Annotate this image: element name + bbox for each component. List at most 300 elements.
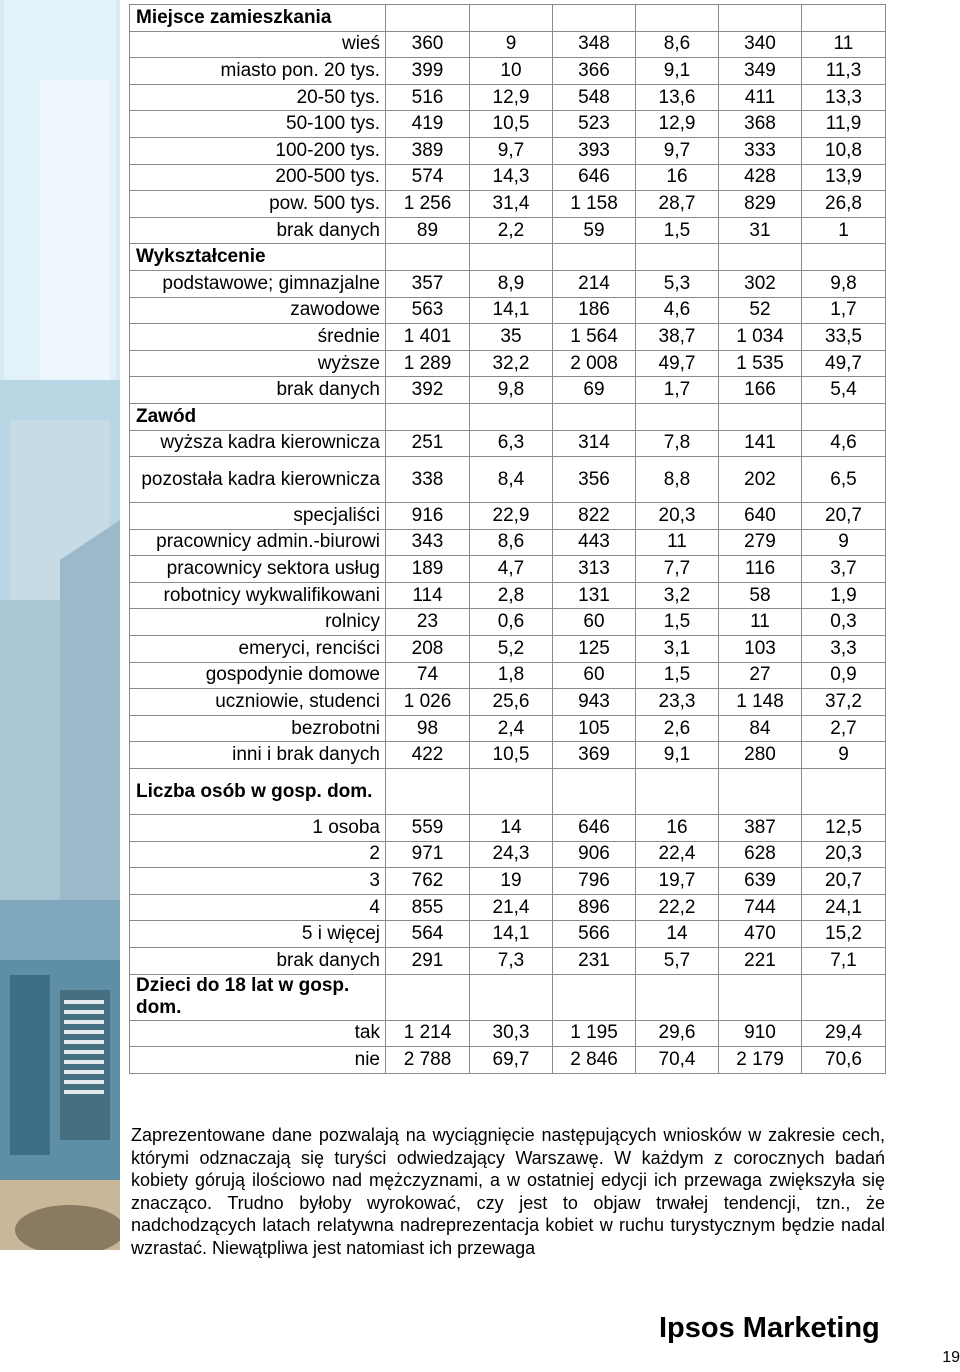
value-cell: 9,7 <box>636 137 719 164</box>
value-cell: 1,5 <box>636 662 719 689</box>
value-cell: 3,1 <box>636 636 719 663</box>
value-cell: 360 <box>386 31 470 58</box>
value-cell: 9 <box>470 31 553 58</box>
value-cell: 24,1 <box>802 894 886 921</box>
table-row <box>130 742 886 769</box>
value-cell: 141 <box>719 430 802 457</box>
row-label: średnie <box>130 324 386 351</box>
value-cell: 10 <box>470 58 553 85</box>
value-cell: 70,6 <box>802 1047 886 1074</box>
table-row <box>130 297 886 324</box>
empty-cell <box>553 5 636 32</box>
value-cell: 11,9 <box>802 111 886 138</box>
table-row <box>130 58 886 85</box>
value-cell: 22,4 <box>636 841 719 868</box>
row-label: 100-200 tys. <box>130 137 386 164</box>
value-cell: 10,5 <box>470 111 553 138</box>
value-cell: 21,4 <box>470 894 553 921</box>
value-cell: 15,2 <box>802 921 886 948</box>
value-cell: 1,7 <box>636 377 719 404</box>
value-cell: 470 <box>719 921 802 948</box>
value-cell: 28,7 <box>636 191 719 218</box>
value-cell: 7,7 <box>636 556 719 583</box>
value-cell: 9,8 <box>802 270 886 297</box>
value-cell: 8,6 <box>636 31 719 58</box>
tourist-profile-table <box>129 4 886 1074</box>
empty-cell <box>386 403 470 430</box>
row-label: specjaliści <box>130 503 386 530</box>
value-cell: 302 <box>719 270 802 297</box>
value-cell: 5,7 <box>636 948 719 975</box>
value-cell: 1 256 <box>386 191 470 218</box>
row-label: 200-500 tys. <box>130 164 386 191</box>
value-cell: 6,5 <box>802 457 886 503</box>
value-cell: 313 <box>553 556 636 583</box>
value-cell: 4,6 <box>636 297 719 324</box>
value-cell: 343 <box>386 529 470 556</box>
row-label: wyższe <box>130 350 386 377</box>
value-cell: 20,3 <box>636 503 719 530</box>
value-cell: 333 <box>719 137 802 164</box>
value-cell: 2,6 <box>636 715 719 742</box>
value-cell: 419 <box>386 111 470 138</box>
value-cell: 559 <box>386 815 470 842</box>
table-row <box>130 270 886 297</box>
value-cell: 368 <box>719 111 802 138</box>
value-cell: 564 <box>386 921 470 948</box>
value-cell: 116 <box>719 556 802 583</box>
value-cell: 7,8 <box>636 430 719 457</box>
value-cell: 338 <box>386 457 470 503</box>
value-cell: 411 <box>719 84 802 111</box>
value-cell: 0,3 <box>802 609 886 636</box>
decorative-city-illustration <box>0 0 120 1250</box>
row-label: wyższa kadra kierownicza <box>130 430 386 457</box>
value-cell: 3,3 <box>802 636 886 663</box>
table-row <box>130 662 886 689</box>
value-cell: 12,9 <box>470 84 553 111</box>
value-cell: 646 <box>553 164 636 191</box>
value-cell: 69,7 <box>470 1047 553 1074</box>
value-cell: 33,5 <box>802 324 886 351</box>
value-cell: 314 <box>553 430 636 457</box>
row-label: pracownicy admin.-biurowi <box>130 529 386 556</box>
row-label: 50-100 tys. <box>130 111 386 138</box>
value-cell: 221 <box>719 948 802 975</box>
value-cell: 9,7 <box>470 137 553 164</box>
value-cell: 829 <box>719 191 802 218</box>
value-cell: 574 <box>386 164 470 191</box>
value-cell: 916 <box>386 503 470 530</box>
value-cell: 1 158 <box>553 191 636 218</box>
value-cell: 89 <box>386 217 470 244</box>
row-label: 3 <box>130 868 386 895</box>
value-cell: 1 535 <box>719 350 802 377</box>
table-row <box>130 1047 886 1074</box>
value-cell: 20,3 <box>802 841 886 868</box>
row-label: emeryci, renciści <box>130 636 386 663</box>
table-row <box>130 609 886 636</box>
table-row <box>130 430 886 457</box>
value-cell: 16 <box>636 815 719 842</box>
value-cell: 31,4 <box>470 191 553 218</box>
empty-cell <box>636 244 719 271</box>
table-row <box>130 894 886 921</box>
empty-cell <box>470 403 553 430</box>
value-cell: 231 <box>553 948 636 975</box>
value-cell: 14,1 <box>470 297 553 324</box>
value-cell: 10,5 <box>470 742 553 769</box>
value-cell: 251 <box>386 430 470 457</box>
value-cell: 389 <box>386 137 470 164</box>
row-label: 1 osoba <box>130 815 386 842</box>
empty-cell <box>636 403 719 430</box>
value-cell: 5,2 <box>470 636 553 663</box>
empty-cell <box>802 5 886 32</box>
table-row <box>130 868 886 895</box>
value-cell: 186 <box>553 297 636 324</box>
value-cell: 13,3 <box>802 84 886 111</box>
table-row <box>130 377 886 404</box>
value-cell: 1 214 <box>386 1020 470 1047</box>
row-label: tak <box>130 1020 386 1047</box>
value-cell: 5,4 <box>802 377 886 404</box>
value-cell: 131 <box>553 582 636 609</box>
value-cell: 208 <box>386 636 470 663</box>
row-label: miasto pon. 20 tys. <box>130 58 386 85</box>
empty-cell <box>470 769 553 815</box>
table-row <box>130 137 886 164</box>
table-row <box>130 948 886 975</box>
value-cell: 822 <box>553 503 636 530</box>
value-cell: 98 <box>386 715 470 742</box>
section-header-row <box>130 244 886 271</box>
value-cell: 60 <box>553 662 636 689</box>
value-cell: 31 <box>719 217 802 244</box>
section-header-row <box>130 769 886 815</box>
brand-logo-text: Ipsos Marketing <box>659 1312 880 1344</box>
value-cell: 548 <box>553 84 636 111</box>
value-cell: 387 <box>719 815 802 842</box>
value-cell: 0,6 <box>470 609 553 636</box>
value-cell: 356 <box>553 457 636 503</box>
section-title: Zawód <box>130 403 386 430</box>
value-cell: 14,1 <box>470 921 553 948</box>
value-cell: 1,5 <box>636 217 719 244</box>
value-cell: 11 <box>719 609 802 636</box>
row-label: zawodowe <box>130 297 386 324</box>
row-label: 4 <box>130 894 386 921</box>
value-cell: 971 <box>386 841 470 868</box>
value-cell: 1 289 <box>386 350 470 377</box>
value-cell: 762 <box>386 868 470 895</box>
row-label: rolnicy <box>130 609 386 636</box>
table-row <box>130 921 886 948</box>
row-label: robotnicy wykwalifikowani <box>130 582 386 609</box>
value-cell: 69 <box>553 377 636 404</box>
empty-cell <box>802 974 886 1020</box>
value-cell: 8,9 <box>470 270 553 297</box>
value-cell: 1 564 <box>553 324 636 351</box>
value-cell: 11,3 <box>802 58 886 85</box>
value-cell: 2 846 <box>553 1047 636 1074</box>
value-cell: 10,8 <box>802 137 886 164</box>
value-cell: 74 <box>386 662 470 689</box>
empty-cell <box>719 974 802 1020</box>
value-cell: 38,7 <box>636 324 719 351</box>
value-cell: 7,3 <box>470 948 553 975</box>
table-row <box>130 503 886 530</box>
value-cell: 22,9 <box>470 503 553 530</box>
value-cell: 340 <box>719 31 802 58</box>
value-cell: 27 <box>719 662 802 689</box>
table-row <box>130 111 886 138</box>
value-cell: 943 <box>553 689 636 716</box>
value-cell: 13,9 <box>802 164 886 191</box>
empty-cell <box>386 769 470 815</box>
empty-cell <box>470 244 553 271</box>
empty-cell <box>802 244 886 271</box>
value-cell: 19 <box>470 868 553 895</box>
value-cell: 14,3 <box>470 164 553 191</box>
row-label: pow. 500 tys. <box>130 191 386 218</box>
value-cell: 399 <box>386 58 470 85</box>
value-cell: 6,3 <box>470 430 553 457</box>
value-cell: 29,6 <box>636 1020 719 1047</box>
value-cell: 2,2 <box>470 217 553 244</box>
table-row <box>130 31 886 58</box>
value-cell: 1 <box>802 217 886 244</box>
value-cell: 70,4 <box>636 1047 719 1074</box>
section-header-row <box>130 974 886 1020</box>
value-cell: 3,2 <box>636 582 719 609</box>
value-cell: 428 <box>719 164 802 191</box>
table-row <box>130 689 886 716</box>
value-cell: 9,1 <box>636 742 719 769</box>
table-row <box>130 191 886 218</box>
value-cell: 58 <box>719 582 802 609</box>
empty-cell <box>719 244 802 271</box>
value-cell: 26,8 <box>802 191 886 218</box>
row-label: wieś <box>130 31 386 58</box>
value-cell: 12,5 <box>802 815 886 842</box>
value-cell: 2,8 <box>470 582 553 609</box>
value-cell: 16 <box>636 164 719 191</box>
value-cell: 640 <box>719 503 802 530</box>
value-cell: 103 <box>719 636 802 663</box>
value-cell: 910 <box>719 1020 802 1047</box>
value-cell: 1 195 <box>553 1020 636 1047</box>
value-cell: 392 <box>386 377 470 404</box>
value-cell: 3,7 <box>802 556 886 583</box>
value-cell: 8,4 <box>470 457 553 503</box>
value-cell: 20,7 <box>802 868 886 895</box>
value-cell: 369 <box>553 742 636 769</box>
value-cell: 0,9 <box>802 662 886 689</box>
value-cell: 646 <box>553 815 636 842</box>
section-header-row <box>130 403 886 430</box>
value-cell: 348 <box>553 31 636 58</box>
section-title: Liczba osób w gosp. dom. <box>130 769 386 815</box>
value-cell: 366 <box>553 58 636 85</box>
value-cell: 1,5 <box>636 609 719 636</box>
table-row <box>130 350 886 377</box>
value-cell: 25,6 <box>470 689 553 716</box>
value-cell: 1 401 <box>386 324 470 351</box>
section-title: Wykształcenie <box>130 244 386 271</box>
row-label: pozostała kadra kierownicza <box>130 457 386 503</box>
value-cell: 9 <box>802 742 886 769</box>
value-cell: 896 <box>553 894 636 921</box>
value-cell: 349 <box>719 58 802 85</box>
row-label: gospodynie domowe <box>130 662 386 689</box>
value-cell: 2,4 <box>470 715 553 742</box>
empty-cell <box>636 769 719 815</box>
row-label: 5 i więcej <box>130 921 386 948</box>
value-cell: 566 <box>553 921 636 948</box>
value-cell: 166 <box>719 377 802 404</box>
value-cell: 2 179 <box>719 1047 802 1074</box>
empty-cell <box>636 974 719 1020</box>
empty-cell <box>386 244 470 271</box>
row-label: brak danych <box>130 377 386 404</box>
table-row <box>130 841 886 868</box>
table-row <box>130 715 886 742</box>
empty-cell <box>636 5 719 32</box>
value-cell: 14 <box>636 921 719 948</box>
row-label: 2 <box>130 841 386 868</box>
value-cell: 1 026 <box>386 689 470 716</box>
empty-cell <box>802 403 886 430</box>
value-cell: 24,3 <box>470 841 553 868</box>
value-cell: 32,2 <box>470 350 553 377</box>
value-cell: 49,7 <box>802 350 886 377</box>
row-label: inni i brak danych <box>130 742 386 769</box>
value-cell: 29,4 <box>802 1020 886 1047</box>
empty-cell <box>470 5 553 32</box>
empty-cell <box>719 769 802 815</box>
table-row <box>130 582 886 609</box>
value-cell: 14 <box>470 815 553 842</box>
value-cell: 291 <box>386 948 470 975</box>
value-cell: 35 <box>470 324 553 351</box>
empty-cell <box>553 974 636 1020</box>
value-cell: 393 <box>553 137 636 164</box>
value-cell: 189 <box>386 556 470 583</box>
row-label: podstawowe; gimnazjalne <box>130 270 386 297</box>
empty-cell <box>719 5 802 32</box>
table-row <box>130 815 886 842</box>
table-row <box>130 636 886 663</box>
table-row <box>130 217 886 244</box>
value-cell: 4,6 <box>802 430 886 457</box>
value-cell: 1 034 <box>719 324 802 351</box>
value-cell: 7,1 <box>802 948 886 975</box>
value-cell: 20,7 <box>802 503 886 530</box>
value-cell: 357 <box>386 270 470 297</box>
value-cell: 4,7 <box>470 556 553 583</box>
value-cell: 105 <box>553 715 636 742</box>
empty-cell <box>470 974 553 1020</box>
value-cell: 23 <box>386 609 470 636</box>
row-label: 20-50 tys. <box>130 84 386 111</box>
value-cell: 114 <box>386 582 470 609</box>
value-cell: 84 <box>719 715 802 742</box>
value-cell: 8,8 <box>636 457 719 503</box>
value-cell: 8,6 <box>470 529 553 556</box>
value-cell: 1 148 <box>719 689 802 716</box>
empty-cell <box>719 403 802 430</box>
value-cell: 639 <box>719 868 802 895</box>
value-cell: 744 <box>719 894 802 921</box>
value-cell: 202 <box>719 457 802 503</box>
row-label: uczniowie, studenci <box>130 689 386 716</box>
value-cell: 19,7 <box>636 868 719 895</box>
table-row <box>130 457 886 503</box>
value-cell: 37,2 <box>802 689 886 716</box>
value-cell: 11 <box>802 31 886 58</box>
value-cell: 1,7 <box>802 297 886 324</box>
table-row <box>130 556 886 583</box>
value-cell: 214 <box>553 270 636 297</box>
value-cell: 9 <box>802 529 886 556</box>
value-cell: 628 <box>719 841 802 868</box>
section-title: Miejsce zamieszkania <box>130 5 386 32</box>
value-cell: 52 <box>719 297 802 324</box>
value-cell: 125 <box>553 636 636 663</box>
value-cell: 11 <box>636 529 719 556</box>
value-cell: 796 <box>553 868 636 895</box>
value-cell: 280 <box>719 742 802 769</box>
value-cell: 2 008 <box>553 350 636 377</box>
value-cell: 279 <box>719 529 802 556</box>
table-row <box>130 1020 886 1047</box>
value-cell: 22,2 <box>636 894 719 921</box>
empty-cell <box>386 5 470 32</box>
value-cell: 5,3 <box>636 270 719 297</box>
value-cell: 422 <box>386 742 470 769</box>
empty-cell <box>553 769 636 815</box>
value-cell: 906 <box>553 841 636 868</box>
value-cell: 2,7 <box>802 715 886 742</box>
value-cell: 563 <box>386 297 470 324</box>
table-row <box>130 84 886 111</box>
row-label: nie <box>130 1047 386 1074</box>
summary-paragraph: Zaprezentowane dane pozwalają na wyciągnięcie następujących wniosków w zakresie cech, którymi odznaczają się turyści odwiedzający Warszawę. W każdym z corocznych badań kobiety górują ilościowo nad mężczyznami, a w ostatniej edycji ich przewaga zwiększyła się znacząco. Trudno byłoby wyrokować, czy jest to objaw trwałej tendencji, tzn., że nadchodzących latach relatywna nadreprezentacja kobiet w ruchu turystycznym będzie nadal wzrastać. Niewątpliwa jest natomiast ich przewaga <box>131 1125 885 1258</box>
value-cell: 516 <box>386 84 470 111</box>
value-cell: 1,9 <box>802 582 886 609</box>
empty-cell <box>386 974 470 1020</box>
table-row <box>130 324 886 351</box>
section-header-row <box>130 5 886 32</box>
value-cell: 2 788 <box>386 1047 470 1074</box>
page-number: 19 <box>942 1349 960 1366</box>
value-cell: 13,6 <box>636 84 719 111</box>
value-cell: 9,1 <box>636 58 719 85</box>
table-row <box>130 164 886 191</box>
empty-cell <box>802 769 886 815</box>
value-cell: 855 <box>386 894 470 921</box>
value-cell: 30,3 <box>470 1020 553 1047</box>
value-cell: 1,8 <box>470 662 553 689</box>
row-label: brak danych <box>130 948 386 975</box>
empty-cell <box>553 403 636 430</box>
value-cell: 12,9 <box>636 111 719 138</box>
value-cell: 9,8 <box>470 377 553 404</box>
row-label: brak danych <box>130 217 386 244</box>
row-label: pracownicy sektora usług <box>130 556 386 583</box>
value-cell: 443 <box>553 529 636 556</box>
